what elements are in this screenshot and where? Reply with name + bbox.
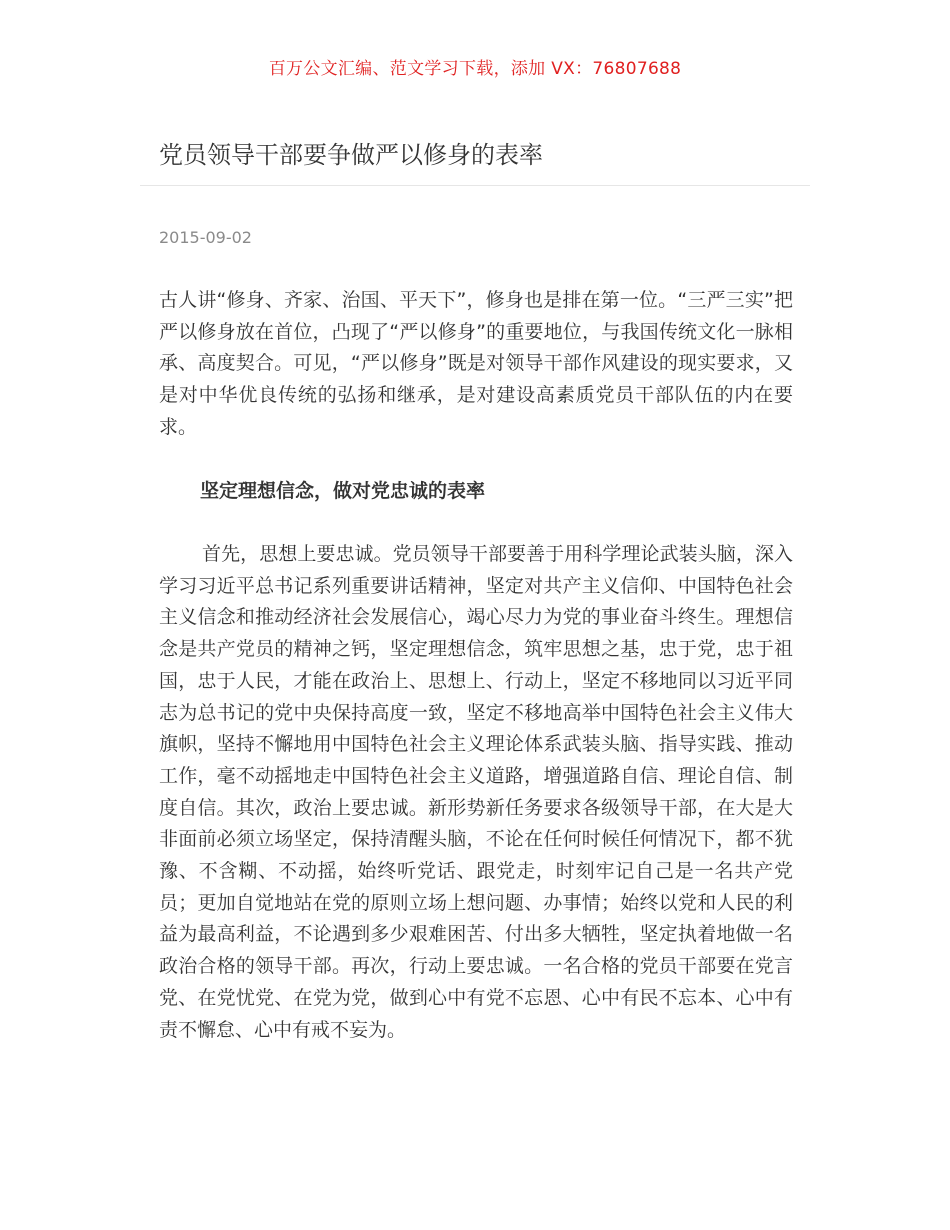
intro-paragraph: 古人讲“修身、齐家、治国、平天下”，修身也是排在第一位。“三严三实”把严以修身放在首位，凸现了“严以修身”的重要地位，与我国传统文化一脉相承、高度契合。可见，“严以修身”既是对领导干部作风建设的现实要求，又是对中华优良传统的弘扬和继承，是对建设高素质党员干部队伍的内在要求。	[159, 289, 793, 438]
title-divider	[140, 185, 810, 186]
promo-banner: 百万公文汇编、范文学习下载，添加 VX：76807688	[268, 59, 682, 79]
publish-date: 2015-09-02	[159, 228, 252, 247]
article-title: 党员领导干部要争做严以修身的表率	[159, 141, 543, 169]
section-body-paragraph: 首先，思想上要忠诚。党员领导干部要善于用科学理论武装头脑，深入学习习近平总书记系列重要讲话精神，坚定对共产主义信仰、中国特色社会主义信念和推动经济社会发展信心，竭心尽力为党的事业奋斗终生。理想信念是共产党员的精神之钙，坚定理想信念，筑牢思想之基，忠于党，忠于祖国，忠于人民，才能在政治上、思想上、行动上，坚定不移地同以习近平同志为总书记的党中央保持高度一致，坚定不移地高举中国特色社会主义伟大旗帜，坚持不懈地用中国特色社会主义理论体系武装头脑、指导实践、推动工作，毫不动摇地走中国特色社会主义道路，增强道路自信、理论自信、制度自信。其次，政治上要忠诚。新形势新任务要求各级领导干部，在大是大非面前必须立场坚定，保持清醒头脑，不论在任何时候任何情况下，都不犹豫、不含糊、不动摇，始终听党话、跟党走，时刻牢记自己是一名共产党员；更加自觉地站在党的原则立场上想问题、办事情；始终以党和人民的利益为最高利益，不论遇到多少艰难困苦、付出多大牺牲，坚定执着地做一名政治合格的领导干部。再次，行动上要忠诚。一名合格的党员干部要在党言党、在党忧党、在党为党，做到心中有党不忘恩、心中有民不忘本、心中有责不懈怠、心中有戒不妄为。	[159, 543, 793, 1041]
section-heading: 坚定理想信念，做对党忠诚的表率	[200, 480, 486, 502]
